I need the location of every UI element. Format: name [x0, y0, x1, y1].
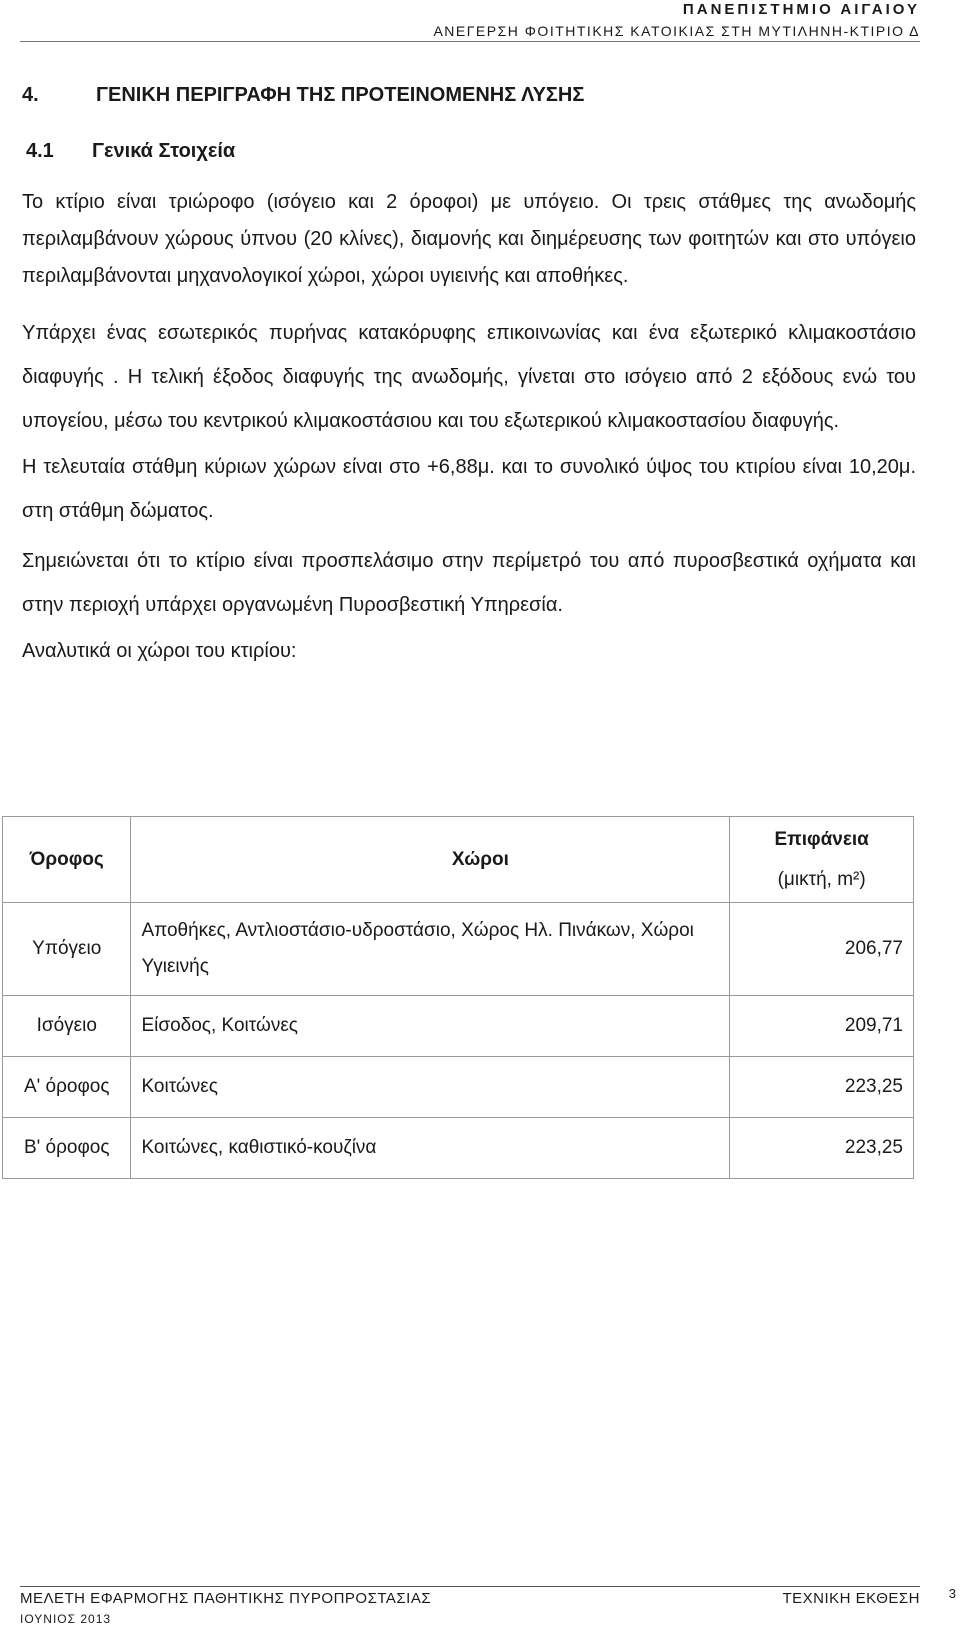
header-divider — [20, 41, 920, 42]
footer-date: ΙΟΥΝΙΟΣ 2013 — [20, 1612, 112, 1626]
subsection-heading — [22, 138, 916, 164]
cell-spaces: Κοιτώνες — [131, 1057, 730, 1118]
paragraph-spaces-intro: Αναλυτικά οι χώροι του κτιρίου: — [22, 640, 297, 662]
cell-area: 206,77 — [730, 903, 914, 996]
footer-divider — [20, 1586, 920, 1587]
project-title: ΑΝΕΓΕΡΣΗ ΦΟΙΤΗΤΙΚΗΣ ΚΑΤΟΙΚΙΑΣ ΣΤΗ ΜΥΤΙΛΗΝΗ-ΚΤΙΡΙΟ Δ — [433, 23, 920, 39]
header-area — [730, 817, 914, 903]
header-area-unit: (μικτή, m²) — [777, 868, 866, 890]
paragraph-heights: Η τελευταία στάθμη κύριων χώρων είναι στο +6,88μ. και το συνολικό ύψος του κτιρίου είναι 10,20μ. στη στάθμη δώματος. — [22, 456, 916, 522]
cell-area: 223,25 — [730, 1118, 914, 1179]
cell-floor: Υπόγειο — [3, 903, 131, 996]
section-heading — [22, 82, 916, 108]
cell-floor: Α' όροφος — [3, 1057, 131, 1118]
footer-study-title: ΜΕΛΕΤΗ ΕΦΑΡΜΟΓΗΣ ΠΑΘΗΤΙΚΗΣ ΠΥΡΟΠΡΟΣΤΑΣΙΑΣ — [20, 1590, 432, 1607]
paragraph-building-overview: Το κτίριο είναι τριώροφο (ισόγειο και 2 όροφοι) με υπόγειο. Οι τρεις στάθμες της ανωδομής περιλαμβάνουν χώρους ύπνου (20 κλίνες), διαμονής και διημέρευσης των φοιτητών και στο υπόγειο περιλαμβάνονται μηχανολογικοί χώροι, χώροι υγιεινής και αποθήκες. — [22, 191, 916, 287]
cell-spaces: Αποθήκες, Αντλιοστάσιο-υδροστάσιο, Χώρος Ηλ. Πινάκων, Χώροι Υγιεινής — [131, 903, 730, 996]
subsection-number: 4.1 — [26, 140, 54, 162]
cell-area: 223,25 — [730, 1057, 914, 1118]
footer-report-type: ΤΕΧΝΙΚΗ ΕΚΘΕΣΗ — [782, 1590, 920, 1607]
page-header — [20, 0, 920, 40]
university-name: ΠΑΝΕΠΙΣΤΗΜΙΟ ΑΙΓΑΙΟΥ — [682, 1, 920, 18]
cell-floor: Ισόγειο — [3, 996, 131, 1057]
spaces-table — [2, 816, 914, 1179]
cell-area: 209,71 — [730, 996, 914, 1057]
cell-spaces: Κοιτώνες, καθιστικό-κουζίνα — [131, 1118, 730, 1179]
table-header-row — [3, 817, 914, 903]
cell-floor: Β' όροφος — [3, 1118, 131, 1179]
table-row — [3, 996, 914, 1057]
header-floor: Όροφος — [3, 817, 131, 903]
table-row — [3, 1118, 914, 1179]
document-body — [22, 82, 916, 675]
subsection-title: Γενικά Στοιχεία — [92, 140, 236, 162]
cell-spaces: Είσοδος, Κοιτώνες — [131, 996, 730, 1057]
table-row — [3, 1057, 914, 1118]
table-row — [3, 903, 914, 996]
header-area-label: Επιφάνεια — [774, 828, 869, 850]
paragraph-fire-access: Σημειώνεται ότι το κτίριο είναι προσπελάσιμο στην περίμετρό του από πυροσβεστικά οχήματα και στην περιοχή υπάρχει οργανωμένη Πυροσβεστική Υπηρεσία. — [22, 550, 916, 616]
header-spaces: Χώροι — [131, 817, 730, 903]
page-number: 3 — [948, 1586, 956, 1601]
section-title: ΓΕΝΙΚΗ ΠΕΡΙΓΡΑΦΗ ΤΗΣ ΠΡΟΤΕΙΝΟΜΕΝΗΣ ΛΥΣΗΣ — [96, 84, 585, 106]
section-number: 4. — [22, 84, 39, 106]
paragraph-escape-routes: Υπάρχει ένας εσωτερικός πυρήνας κατακόρυφης επικοινωνίας και ένα εξωτερικό κλιμακοστάσιο διαφυγής . Η τελική έξοδος διαφυγής της ανωδομής, γίνεται στο ισόγειο από 2 εξόδους ενώ του υπογείου, μέσω του κεντρικού κλιμακοστάσιου και του εξωτερικού κλιμακοστασίου διαφυγής. — [22, 322, 916, 432]
